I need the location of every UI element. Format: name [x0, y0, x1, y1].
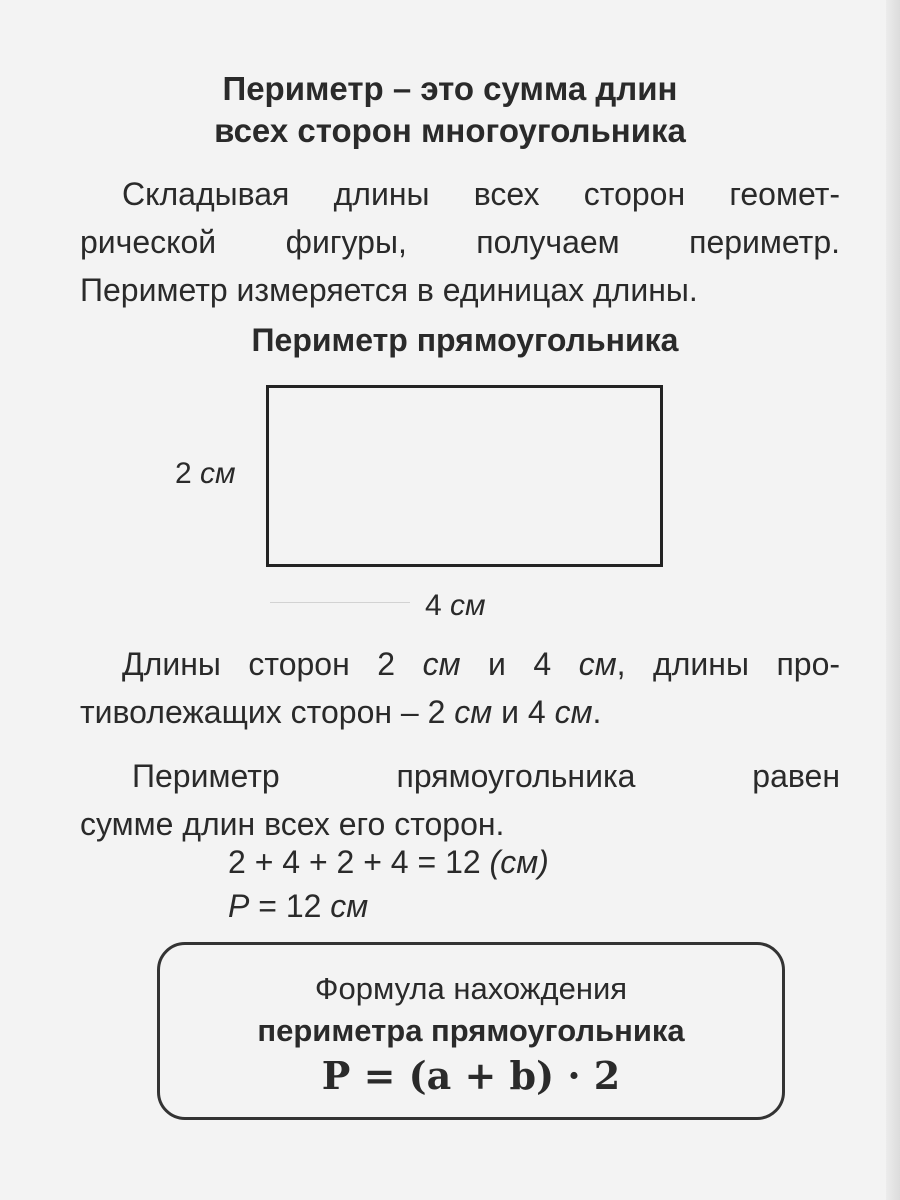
sum-equation-unit: (см) — [489, 844, 549, 880]
sides-line-2-unit-2: см — [554, 694, 593, 730]
intro-paragraph — [80, 170, 840, 314]
title-line-1: Периметр – это сумма длин — [222, 70, 678, 107]
result-value: = 12 — [249, 888, 331, 924]
sides-line-2-part-c: . — [592, 694, 602, 730]
intro-line-3: Периметр измеряется в единицах длины. — [80, 272, 698, 308]
intro-line-2: рической фигуры, получаем периметр. — [80, 224, 840, 260]
result-variable: P — [228, 888, 250, 924]
sum-equation — [228, 842, 549, 882]
bottom-length-value: 4 — [425, 589, 442, 622]
perimeter-paragraph — [80, 752, 840, 848]
sides-line-1-part-c: , длины про- — [616, 646, 841, 682]
result-unit: см — [330, 888, 369, 924]
sides-line-2-unit-1: см — [454, 694, 493, 730]
perimeter-formula: P = (a + b) · 2 — [321, 1053, 621, 1098]
side-length-unit: см — [200, 457, 236, 490]
perimeter-line-2: сумме длин всех его сторон. — [80, 806, 505, 842]
side-length-value: 2 — [175, 457, 192, 490]
sides-paragraph — [80, 640, 840, 736]
sides-line-1 — [80, 640, 840, 688]
rectangle-figure — [266, 385, 663, 567]
sides-line-1-part-a: Длины сторон 2 — [122, 646, 423, 682]
page-edge-shadow — [886, 0, 900, 1200]
intro-line-1: Складывая длины всех сторон геомет- — [122, 176, 840, 212]
formula-box — [157, 942, 785, 1120]
sum-equation-expression: 2 + 4 + 2 + 4 = 12 — [228, 844, 490, 880]
result-equation — [228, 886, 368, 926]
formula-box-line-1: Формула нахождения — [314, 971, 628, 1006]
bottom-length-unit: см — [450, 589, 486, 622]
sides-line-2 — [80, 688, 840, 736]
bottom-length-label — [425, 588, 486, 624]
sides-line-2-part-a: тиволежащих сторон – 2 — [80, 694, 455, 730]
sides-line-1-unit-1: см — [422, 646, 461, 682]
section-subtitle: Периметр прямоугольника — [251, 322, 679, 358]
title-line-2: всех сторон многоугольника — [214, 112, 686, 149]
sides-line-1-unit-2: см — [578, 646, 617, 682]
sides-line-1-part-b: и 4 — [460, 646, 579, 682]
perimeter-line-1: Периметр прямоугольника равен — [132, 758, 840, 794]
side-length-label — [175, 456, 236, 492]
page-title — [0, 68, 900, 152]
faint-guide-line — [270, 602, 410, 603]
sides-line-2-part-b: и 4 — [492, 694, 555, 730]
formula-box-line-2: периметра прямоугольника — [257, 1013, 685, 1048]
